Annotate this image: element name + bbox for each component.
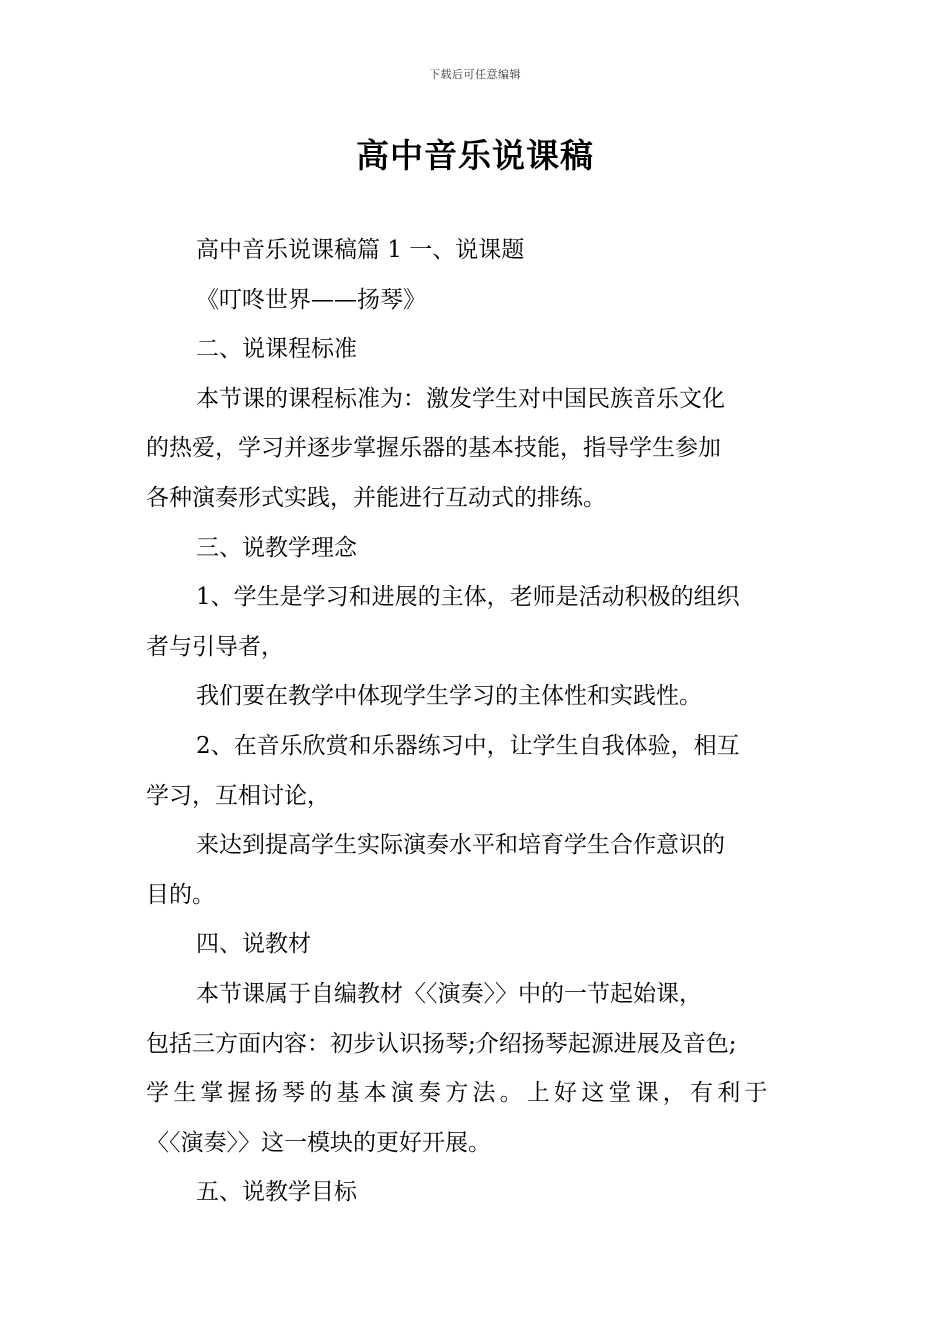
paragraph-line: 本节课属于自编教材〈〈演奏〉〉中的一节起始课， [196, 980, 702, 1007]
paragraph-line: 1、学生是学习和进展的主体，老师是活动积极的组织 [196, 584, 740, 611]
document-body [146, 226, 811, 1218]
paragraph-line: 〈〈演奏〉〉这一模块的更好开展。 [146, 1129, 491, 1156]
paragraph-line: 学习，互相讨论， [146, 782, 330, 809]
paragraph-line: 包括三方面内容：初步认识扬琴;介绍扬琴起源进展及音色; [146, 1030, 737, 1057]
document-title: 高中音乐说课稿 [356, 136, 594, 175]
section-heading: 二、说课程标准 [196, 336, 357, 363]
paragraph-line: 高中音乐说课稿篇 1 一、说课题 [196, 237, 525, 263]
paragraph-line: 各种演奏形式实践，并能进行互动式的排练。 [146, 484, 606, 511]
paragraph-line: 我们要在教学中体现学生学习的主体性和实践性。 [196, 683, 702, 710]
paragraph-line: 者与引导者， [146, 633, 284, 660]
section-heading: 三、说教学理念 [196, 534, 357, 561]
paragraph-line: 学生掌握扬琴的基本演奏方法。上好这堂课，有利于 [146, 1080, 772, 1107]
paragraph-line: 的热爱，学习并逐步掌握乐器的基本技能，指导学生参加 [146, 435, 721, 462]
header-note: 下载后可任意编辑 [429, 68, 521, 81]
section-heading: 四、说教材 [196, 931, 311, 958]
paragraph-line: 本节课的课程标准为：激发学生对中国民族音乐文化 [196, 385, 725, 412]
paragraph-line: 目的。 [146, 881, 215, 908]
paragraph-line: 2、在音乐欣赏和乐器练习中，让学生自我体验，相互 [196, 732, 740, 759]
paragraph-line: 来达到提高学生实际演奏水平和培育学生合作意识的 [196, 832, 725, 859]
paragraph-line: 《叮咚世界——扬琴》 [196, 286, 426, 313]
section-heading: 五、说教学目标 [196, 1179, 357, 1206]
